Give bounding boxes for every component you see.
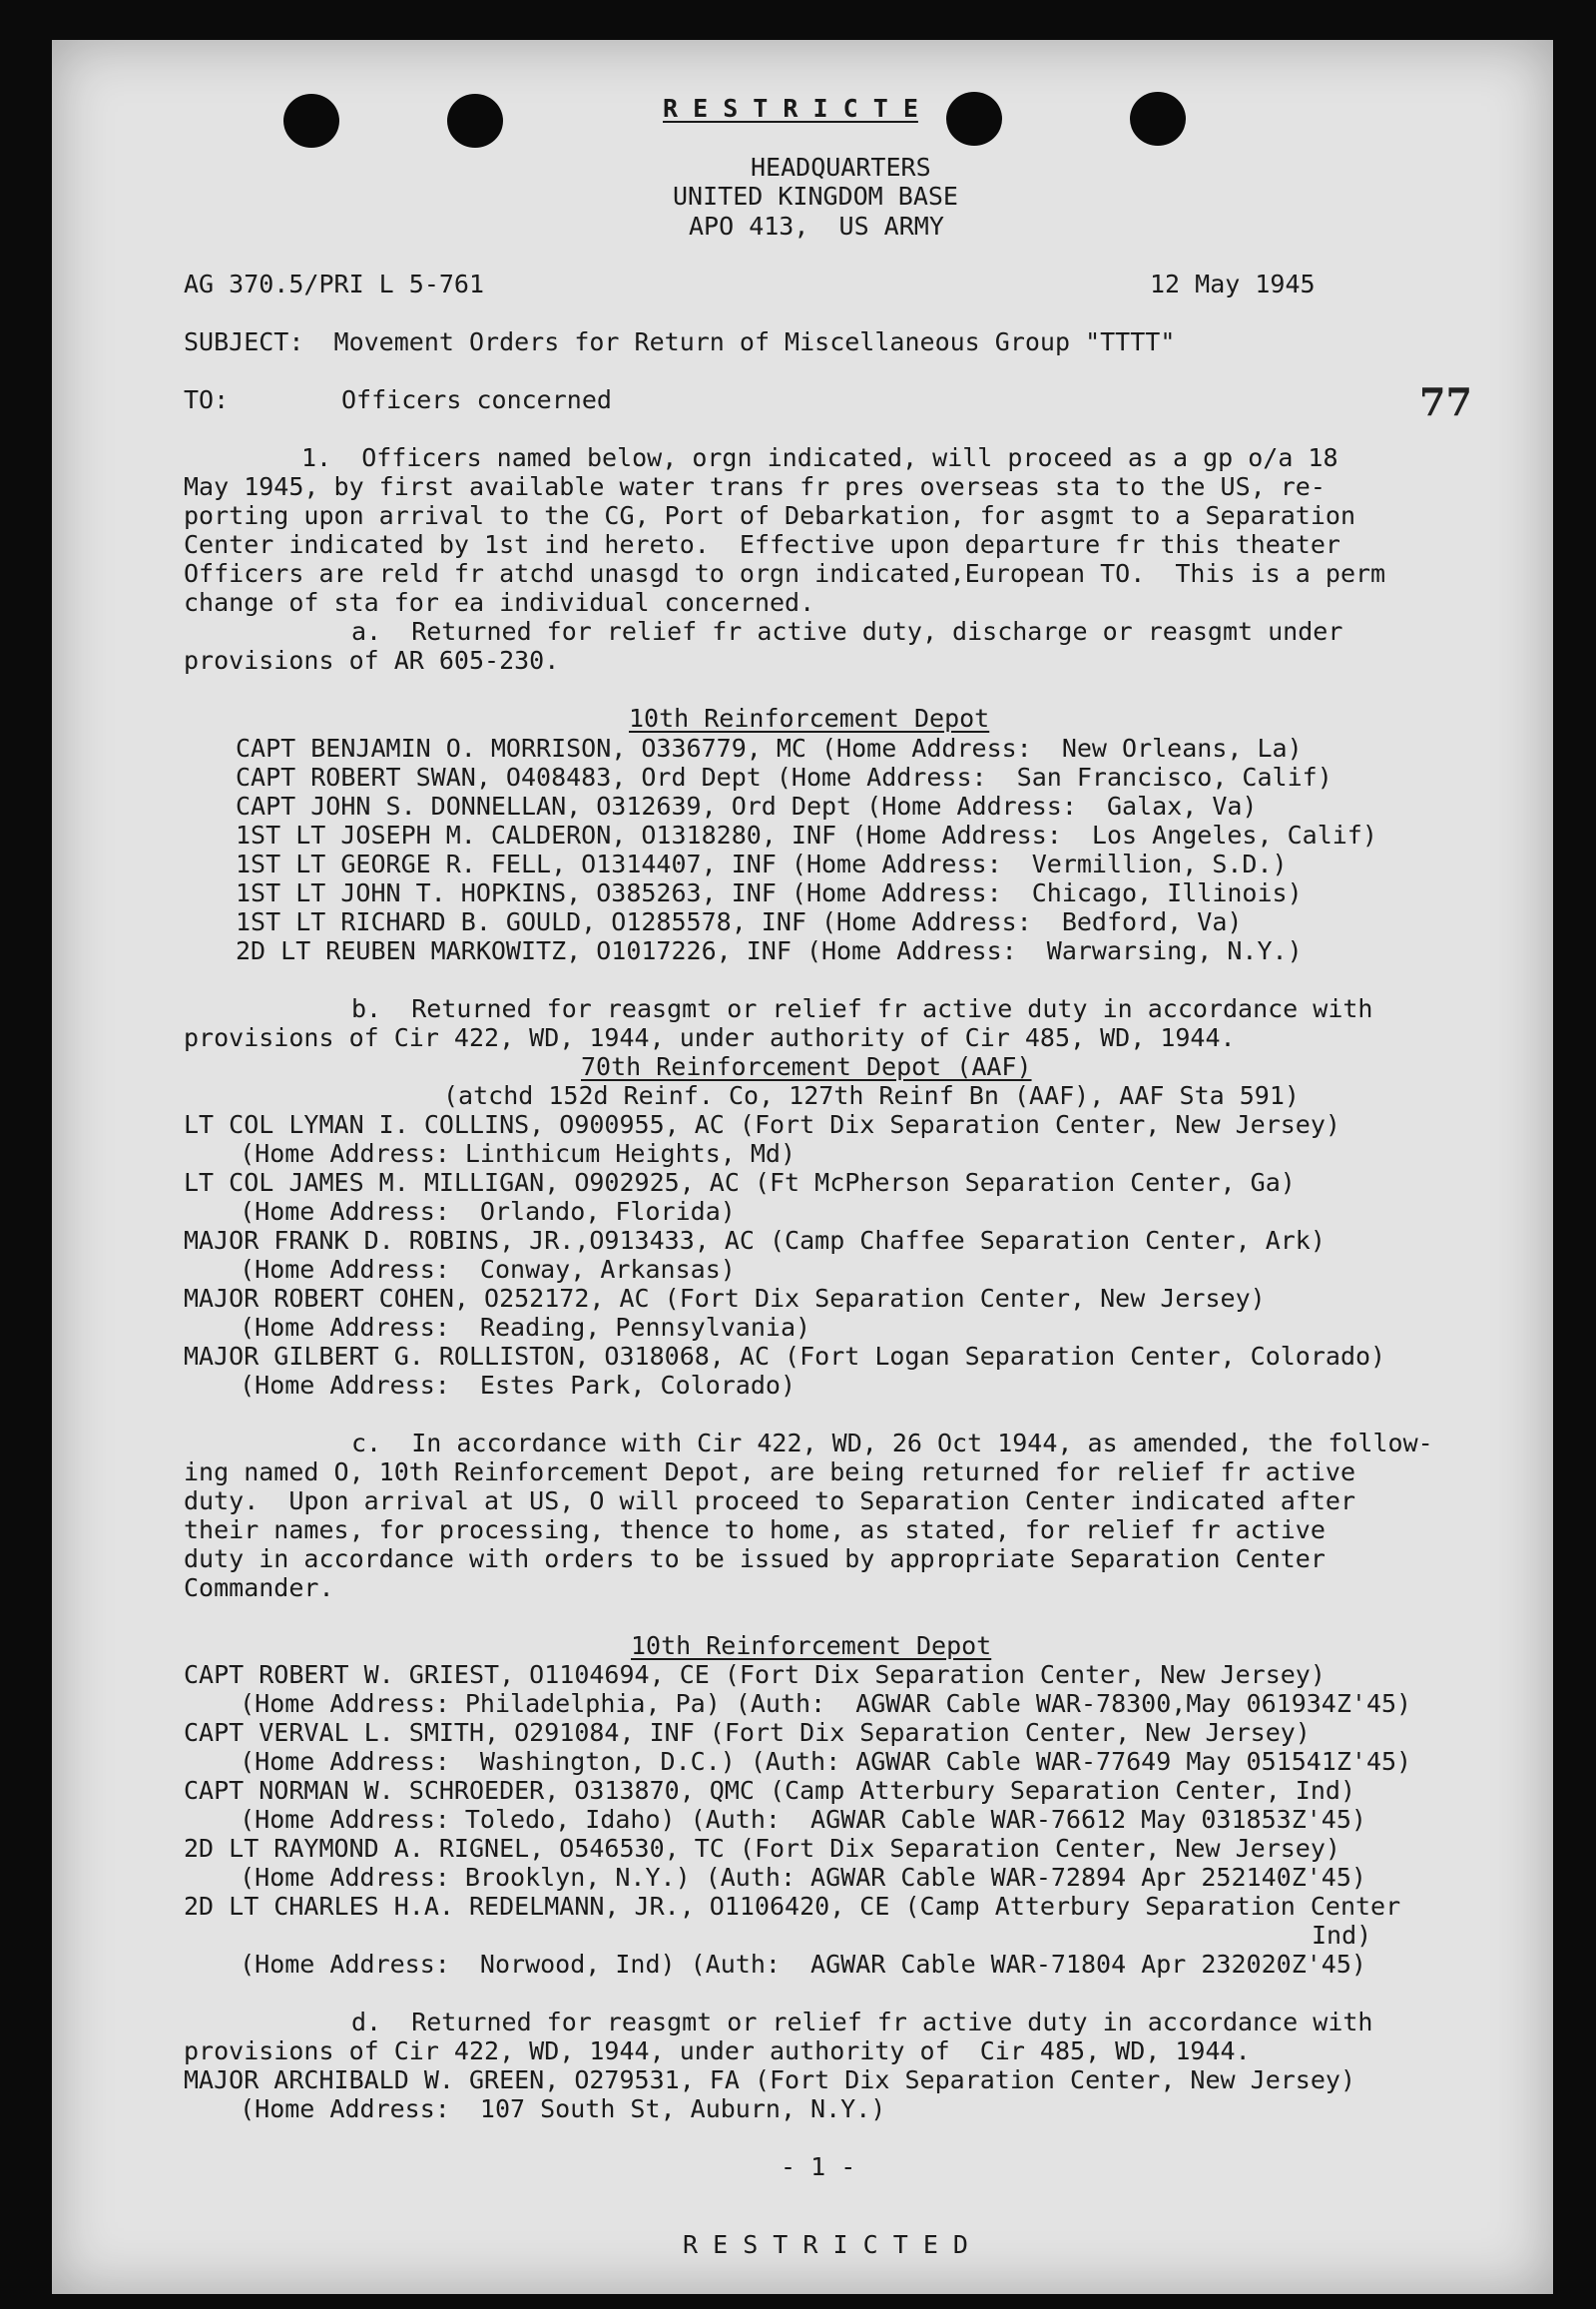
para-c-line: duty in accordance with orders to be issued by appropriate Separation Center [184, 1544, 1326, 1573]
officer-line: MAJOR ROBERT COHEN, O252172, AC (Fort Dix Separation Center, New Jersey) [184, 1284, 1266, 1313]
officer-line: (Home Address: Washington, D.C.) (Auth: AGWAR Cable WAR-77649 May 051541Z'45) [210, 1747, 1412, 1776]
section-a-heading: 10th Reinforcement Depot [629, 704, 990, 733]
officer-line: (Home Address: Reading, Pennsylvania) [210, 1313, 811, 1342]
officer-line: (Home Address: Philadelphia, Pa) (Auth: AGWAR Cable WAR-78300,May 061934Z'45) [210, 1689, 1412, 1718]
officer-line: CAPT NORMAN W. SCHROEDER, O313870, QMC (Camp Atterbury Separation Center, Ind) [184, 1776, 1355, 1805]
officer-line: (Home Address: Norwood, Ind) (Auth: AGWAR Cable WAR-71804 Apr 232020Z'45) [210, 1950, 1366, 1979]
para-b-line: provisions of Cir 422, WD, 1944, under authority of Cir 485, WD, 1944. [184, 1023, 1236, 1052]
header-line-2: UNITED KINGDOM BASE [673, 182, 958, 211]
subject-line: SUBJECT: Movement Orders for Return of Miscellaneous Group "TTTT" [184, 327, 1176, 356]
officer-line: MAJOR GILBERT G. ROLLISTON, O318068, AC (Fort Logan Separation Center, Colorado) [184, 1342, 1386, 1371]
para1-line: 1. Officers named below, orgn indicated, will proceed as a gp o/a 18 [301, 443, 1338, 472]
officer-line: (Home Address: Conway, Arkansas) [210, 1255, 736, 1284]
document-page [52, 40, 1553, 2294]
document-date: 12 May 1945 [1150, 270, 1316, 298]
to-label: TO: [184, 385, 230, 414]
officer-entry: 1ST LT RICHARD B. GOULD, O1285578, INF (Home Address: Bedford, Va) [236, 907, 1243, 936]
officer-line: 2D LT CHARLES H.A. REDELMANN, JR., O1106420, CE (Camp Atterbury Separation Center [184, 1892, 1401, 1921]
officer-entry: CAPT JOHN S. DONNELLAN, O312639, Ord Dept (Home Address: Galax, Va) [236, 792, 1258, 821]
para1-line: May 1945, by first available water trans fr pres overseas sta to the US, re- [184, 472, 1326, 501]
officer-line: (Home Address: Orlando, Florida) [210, 1197, 736, 1226]
officer-entry: 1ST LT JOSEPH M. CALDERON, O1318280, INF (Home Address: Los Angeles, Calif) [236, 821, 1377, 850]
officer-line: LT COL LYMAN I. COLLINS, O900955, AC (Fort Dix Separation Center, New Jersey) [184, 1110, 1340, 1139]
officer-line: (Home Address: Linthicum Heights, Md) [210, 1139, 796, 1168]
to-value: Officers concerned [341, 385, 612, 414]
officer-line: (Home Address: Toledo, Idaho) (Auth: AGWAR Cable WAR-76612 May 031853Z'45) [210, 1805, 1366, 1834]
para1-line: a. Returned for relief fr active duty, discharge or reasgmt under [351, 617, 1343, 646]
officer-line: (Home Address: Estes Park, Colorado) [210, 1371, 796, 1400]
officer-entry: 1ST LT JOHN T. HOPKINS, O385263, INF (Home Address: Chicago, Illinois) [236, 878, 1303, 907]
officer-line: (Home Address: 107 South St, Auburn, N.Y.) [210, 2094, 886, 2123]
punch-hole [1130, 92, 1186, 146]
para-c-line: Commander. [184, 1573, 334, 1602]
officer-line: (Home Address: Brooklyn, N.Y.) (Auth: AGWAR Cable WAR-72894 Apr 252140Z'45) [210, 1863, 1366, 1892]
reference-number: AG 370.5/PRI L 5-761 [184, 270, 485, 298]
officer-line: MAJOR ARCHIBALD W. GREEN, O279531, FA (Fort Dix Separation Center, New Jersey) [184, 2065, 1355, 2094]
para-c-line: ing named O, 10th Reinforcement Depot, are being returned for relief fr active [184, 1457, 1355, 1486]
para1-line: Officers are reld fr atchd unasgd to orgn indicated,European TO. This is a perm [184, 559, 1386, 588]
para-c-line: duty. Upon arrival at US, O will proceed to Separation Center indicated after [184, 1486, 1355, 1515]
para-b-line: b. Returned for reasgmt or relief fr active duty in accordance with [351, 994, 1373, 1023]
para-c-line: their names, for processing, thence to home, as stated, for relief fr active [184, 1515, 1326, 1544]
para1-line: change of sta for ea individual concerned. [184, 588, 815, 617]
para-c-line: c. In accordance with Cir 422, WD, 26 Oct 1944, as amended, the follow- [351, 1429, 1433, 1457]
punch-hole [447, 94, 503, 148]
officer-entry: CAPT BENJAMIN O. MORRISON, O336779, MC (Home Address: New Orleans, La) [236, 734, 1303, 763]
handwritten-number: 77 [1419, 379, 1472, 424]
officer-line: CAPT VERVAL L. SMITH, O291084, INF (Fort Dix Separation Center, New Jersey) [184, 1718, 1311, 1747]
punch-hole [946, 92, 1002, 146]
classification-top: R E S T R I C T E [663, 94, 918, 123]
para1-line: Center indicated by 1st ind hereto. Effective upon departure fr this theater [184, 530, 1340, 559]
section-c-heading: 10th Reinforcement Depot [631, 1631, 992, 1660]
officer-line: 2D LT RAYMOND A. RIGNEL, O546530, TC (Fort Dix Separation Center, New Jersey) [184, 1834, 1340, 1863]
officer-line: LT COL JAMES M. MILLIGAN, O902925, AC (Ft McPherson Separation Center, Ga) [184, 1168, 1296, 1197]
officer-line: MAJOR FRANK D. ROBINS, JR.,O913433, AC (Camp Chaffee Separation Center, Ark) [184, 1226, 1326, 1255]
para-d-line: provisions of Cir 422, WD, 1944, under authority of Cir 485, WD, 1944. [184, 2036, 1251, 2065]
para1-line: provisions of AR 605-230. [184, 646, 560, 675]
officer-line: CAPT ROBERT W. GRIEST, O1104694, CE (Fort Dix Separation Center, New Jersey) [184, 1660, 1326, 1689]
officer-entry: 2D LT REUBEN MARKOWITZ, O1017226, INF (Home Address: Warwarsing, N.Y.) [236, 936, 1303, 965]
para-d-line: d. Returned for reasgmt or relief fr active duty in accordance with [351, 2008, 1373, 2036]
header-line-3: APO 413, US ARMY [689, 212, 944, 241]
header-line-1: HEADQUARTERS [751, 153, 931, 182]
section-b-subheading: (atchd 152d Reinf. Co, 127th Reinf Bn (AAF), AAF Sta 591) [443, 1081, 1300, 1110]
officer-entry: CAPT ROBERT SWAN, O408483, Ord Dept (Home Address: San Francisco, Calif) [236, 763, 1332, 792]
classification-bottom: R E S T R I C T E D [683, 2230, 968, 2259]
officer-line: Ind) [1312, 1921, 1372, 1950]
officer-entry: 1ST LT GEORGE R. FELL, O1314407, INF (Home Address: Vermillion, S.D.) [236, 850, 1288, 878]
punch-hole [283, 94, 339, 148]
section-b-heading: 70th Reinforcement Depot (AAF) [581, 1052, 1032, 1081]
page-number: - 1 - [781, 2152, 856, 2181]
para1-line: porting upon arrival to the CG, Port of Debarkation, for asgmt to a Separation [184, 501, 1355, 530]
